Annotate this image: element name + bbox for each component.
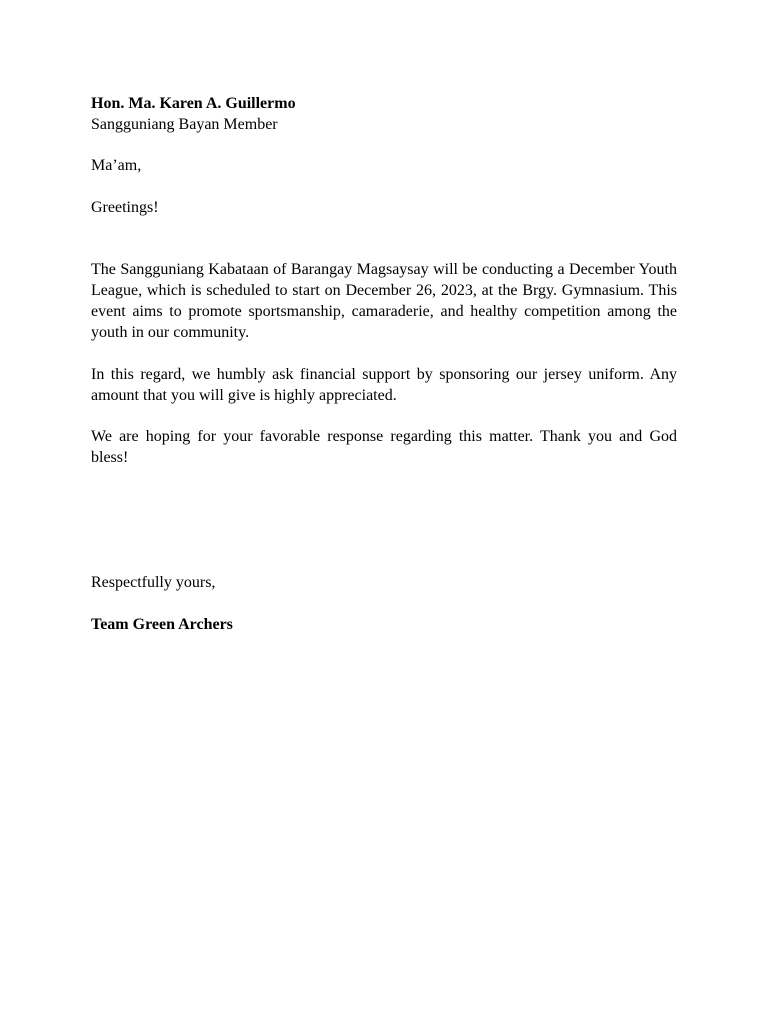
body-paragraph-thanks: We are hoping for your favorable response regarding this matter. Thank you and God bless! bbox=[91, 428, 677, 466]
closing: Respectfully yours, bbox=[91, 574, 216, 591]
body-paragraph-event: The Sangguniang Kabataan of Barangay Magsaysay will be conducting a December Youth League, which is scheduled to start on December 26, 2023, at the Brgy. Gymnasium. This event aims to promote sportsmanship, camaraderie, and healthy competition among the youth in our community. bbox=[91, 261, 677, 341]
recipient-title: Sangguniang Bayan Member bbox=[91, 116, 278, 133]
recipient-name: Hon. Ma. Karen A. Guillermo bbox=[91, 95, 296, 112]
greeting: Greetings! bbox=[91, 199, 159, 216]
signature: Team Green Archers bbox=[91, 616, 233, 633]
body-paragraph-request: In this regard, we humbly ask financial support by sponsoring our jersey uniform. Any amount that you will give is highly appreciated. bbox=[91, 366, 677, 404]
salutation: Ma’am, bbox=[91, 157, 142, 174]
